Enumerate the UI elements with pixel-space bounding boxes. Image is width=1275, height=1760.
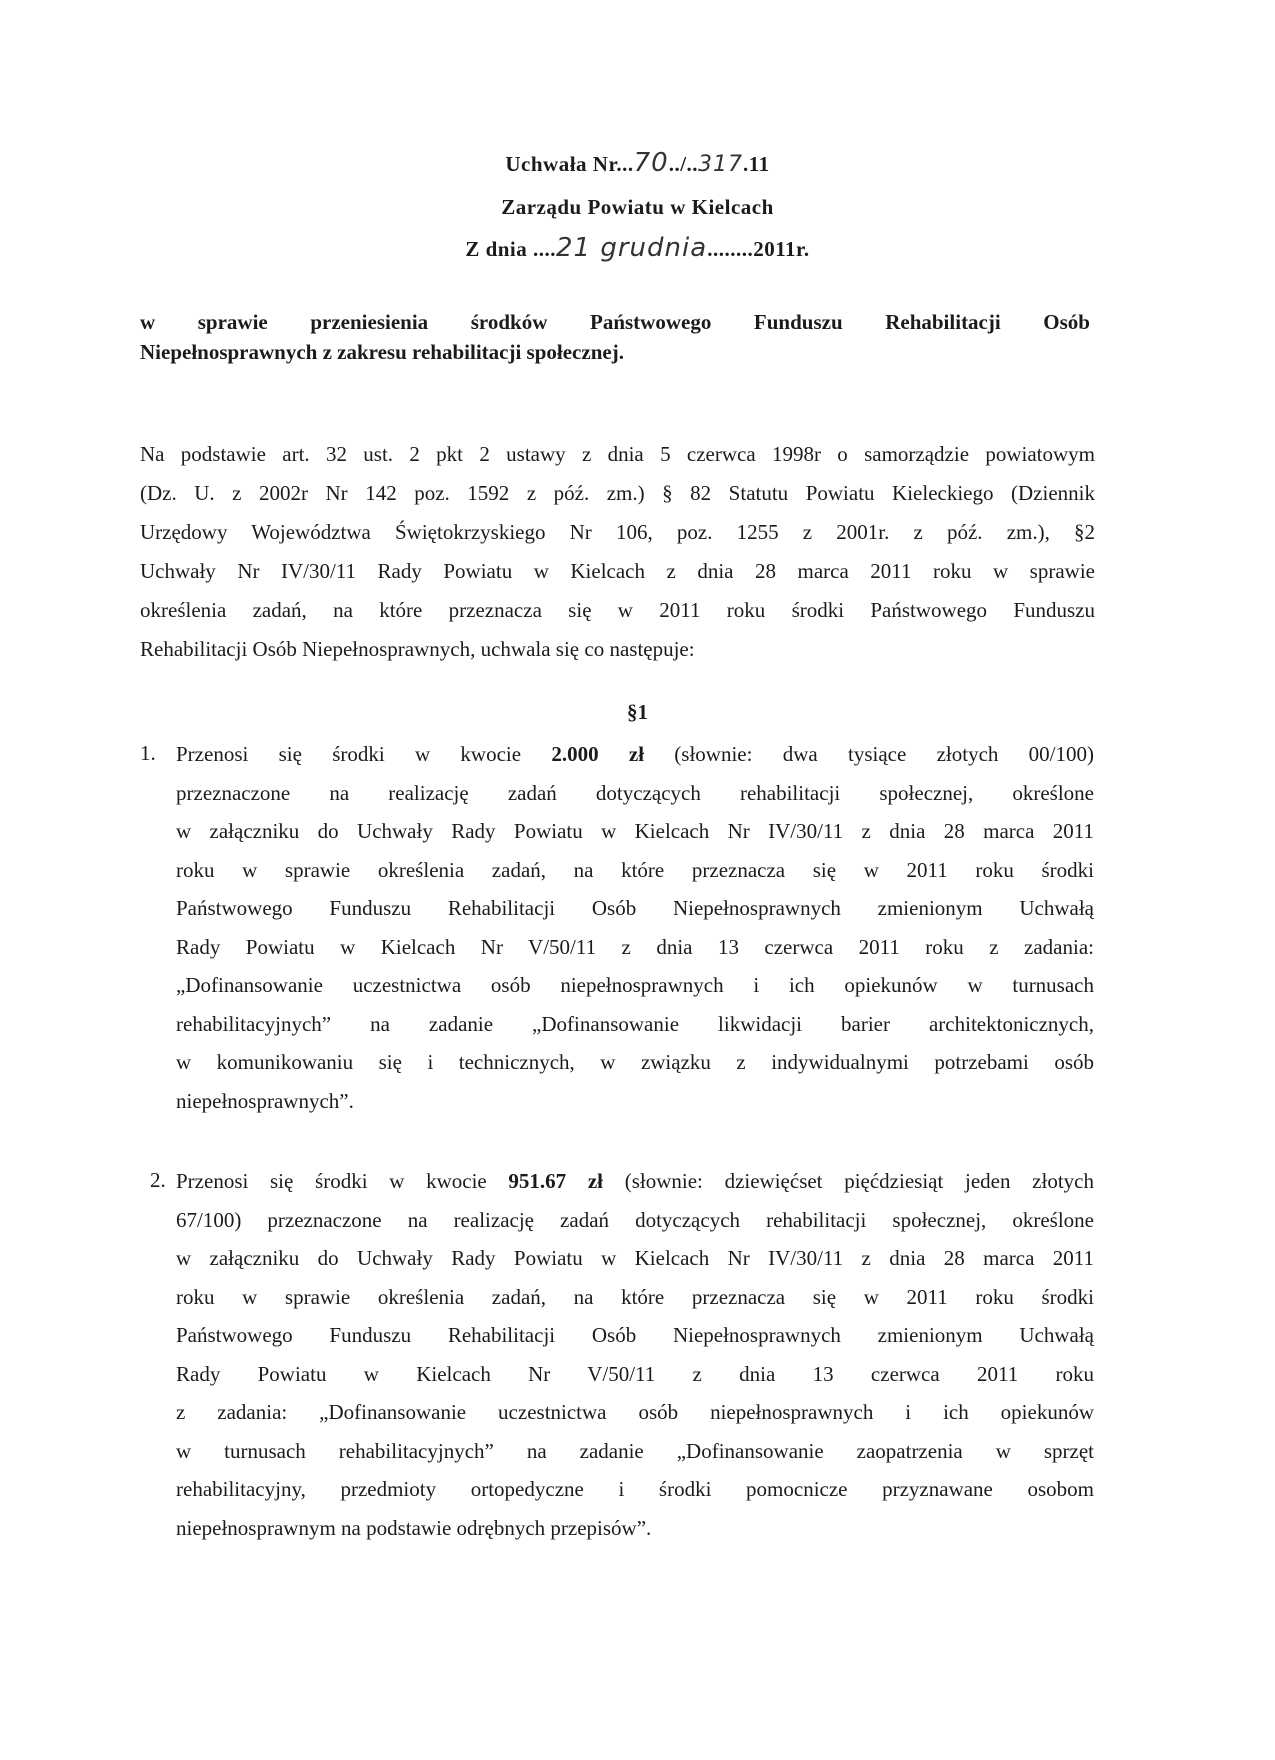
issuing-body: Zarządu Powiatu w Kielcach xyxy=(501,195,774,219)
item-1-number: 1. xyxy=(140,741,156,765)
item-1-text: Przenosi się środki w kwocie 2.000 zł (słownie: dwa tysiące złotych 00/100) przeznaczone na realizację zadań dotyczących rehabilitacji społecznej, określone w załączniku do Uchwały Rady Powiatu w Kielcach Nr IV/30/11 z dnia 28 marca 2011 roku w sprawie określenia zadań, na które przeznacza się w 2011 roku środki Państwowego Funduszu Rehabilitacji Osób Niepełnosprawnych zmienionym Uchwałą Rady Powiatu w Kielcach Nr V/50/11 z dnia 13 czerwca 2011 roku z zadania: „Dofinansowanie uczestnictwa osób niepełnosprawnych i ich opiekunów w turnusach rehabilitacyjnych” na zadanie „Dofinansowanie likwidacji barier architektonicznych, w komunikowaniu się i technicznych, w związku z indywidualnymi potrzebami osób niepełnosprawnych”. xyxy=(176,742,1094,1113)
handwritten-date: 21 grudnia xyxy=(556,233,708,263)
preamble: Na podstawie art. 32 ust. 2 pkt 2 ustawy z dnia 5 czerwca 1998r o samorządzie powiatowym (Dz. U. z 2002r Nr 142 poz. 1592 z póź. zm.) § 82 Statutu Powiatu Kieleckiego (Dziennik Urzędowy Województwa Świętokrzyskiego Nr 106, poz. 1255 z 2001r. z póź. zm.), §2 Uchwały Nr IV/30/11 Rady Powiatu w Kielcach z dnia 28 marca 2011 roku w sprawie określenia zadań, na które przeznacza się w 2011 roku środki Państwowego Funduszu Rehabilitacji Osób Niepełnosprawnych, uchwala się co następuje: xyxy=(140,442,1095,661)
item-2-amount: 951.67 zł xyxy=(508,1169,604,1193)
resolution-date: Z dnia ....21 grudnia........2011r. xyxy=(465,233,810,263)
item-2-number: 2. xyxy=(150,1168,166,1192)
item-1-amount: 2.000 zł xyxy=(551,742,645,766)
handwritten-number: 70 xyxy=(633,148,669,178)
section-sign: §1 xyxy=(627,700,648,724)
handwritten-number: 317 xyxy=(698,152,744,177)
item-2-text: Przenosi się środki w kwocie 951.67 zł (słownie: dziewięćset pięćdziesiąt jeden złotych 67/100) przeznaczone na realizację zadań dotyczących rehabilitacji społecznej, określone w załączniku do Uchwały Rady Powiatu w Kielcach Nr IV/30/11 z dnia 28 marca 2011 roku w sprawie określenia zadań, na które przeznacza się w 2011 roku środki Państwowego Funduszu Rehabilitacji Osób Niepełnosprawnych zmienionym Uchwałą Rady Powiatu w Kielcach Nr V/50/11 z dnia 13 czerwca 2011 roku z zadania: „Dofinansowanie uczestnictwa osób niepełnosprawnych i ich opiekunów w turnusach rehabilitacyjnych” na zadanie „Dofinansowanie zaopatrzenia w sprzęt rehabilitacyjny, przedmioty ortopedyczne i środki pomocnicze przyznawane osobom niepełnosprawnym na podstawie odrębnych przepisów”. xyxy=(176,1169,1094,1540)
resolution-subject: w sprawie przeniesienia środków Państwowego Funduszu Rehabilitacji Osób Niepełnosprawnych z zakresu rehabilitacji społecznej. xyxy=(140,310,1090,364)
resolution-number: Uchwała Nr...70../..317.11 xyxy=(505,148,770,178)
